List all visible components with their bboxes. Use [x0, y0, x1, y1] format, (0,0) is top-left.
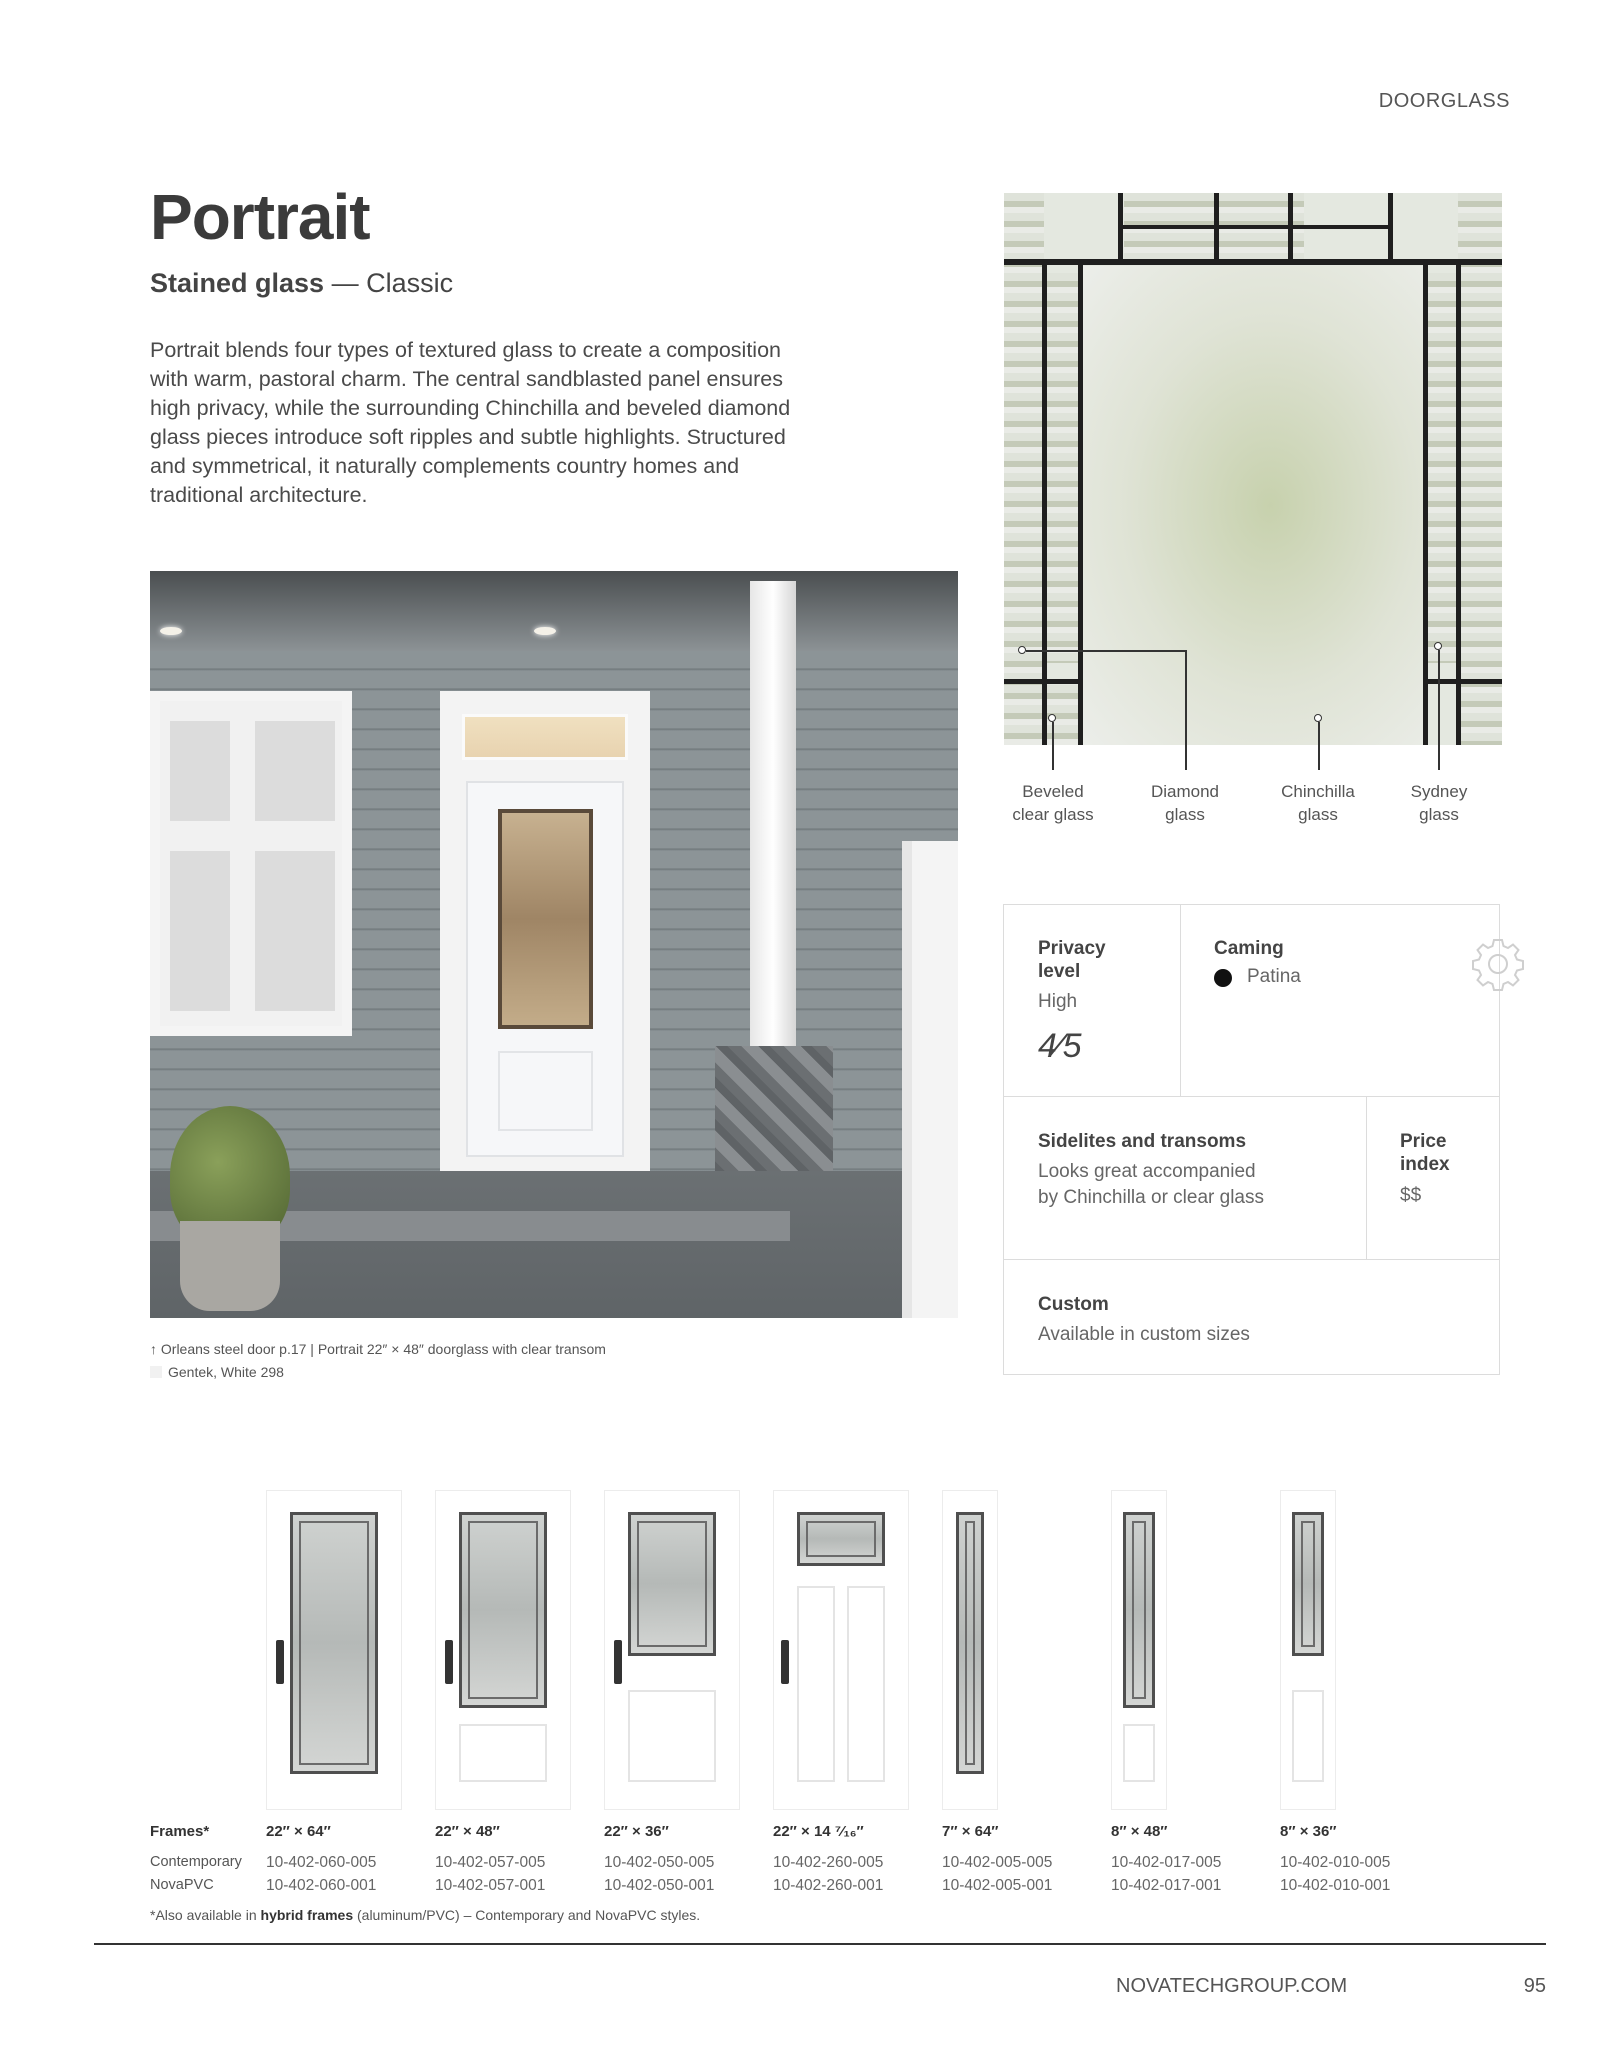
sidelites-line: Looks great accompanied [1038, 1161, 1256, 1182]
code-novapvc: 10-402-057-001 [435, 1877, 546, 1894]
size-label: 22″ × 64″ [266, 1823, 331, 1840]
door-thumbnail-22x64 [266, 1490, 402, 1810]
row-label-novapvc: NovaPVC [150, 1877, 214, 1893]
divider [1004, 1096, 1499, 1097]
frames-footnote [150, 1907, 700, 1923]
custom-value: Available in custom sizes [1038, 1324, 1250, 1345]
footer-rule [94, 1943, 1546, 1945]
door-lite [290, 1512, 378, 1774]
product-title: Portrait [150, 181, 370, 253]
chinchilla-strip [1426, 273, 1456, 663]
arrow-up-icon: ↑ [150, 1341, 157, 1357]
door-handle-icon [614, 1640, 622, 1684]
gear-icon [1470, 936, 1526, 992]
code-contemporary: 10-402-017-005 [1111, 1854, 1222, 1871]
sidelite-lite [1123, 1512, 1155, 1708]
size-label: 22″ × 36″ [604, 1823, 669, 1840]
sidelite-panel [1292, 1690, 1324, 1782]
door-panel [628, 1690, 716, 1782]
row-label-contemporary: Contemporary [150, 1854, 242, 1870]
door-lite [459, 1512, 547, 1708]
sidelite-lite [956, 1512, 984, 1774]
ceiling-light [534, 627, 556, 635]
sidelite-thumbnail-8x48 [1111, 1490, 1167, 1810]
garage-edge [902, 841, 958, 1318]
code-contemporary: 10-402-050-005 [604, 1854, 715, 1871]
code-novapvc: 10-402-060-001 [266, 1877, 377, 1894]
code-contemporary: 10-402-057-005 [435, 1854, 546, 1871]
chinchilla-strip [1046, 273, 1080, 663]
caming-value: Patina [1247, 966, 1301, 987]
plant-pot [180, 1221, 280, 1311]
caming-lead [1423, 679, 1502, 684]
door-handle-icon [445, 1640, 453, 1684]
color-name: Gentek, White 298 [168, 1364, 284, 1380]
callout-dot [1018, 646, 1026, 654]
door-thumbnail-22x48 [435, 1490, 571, 1810]
code-novapvc: 10-402-010-001 [1280, 1877, 1391, 1894]
glass-closeup [1004, 193, 1502, 745]
privacy-heading-line: level [1038, 961, 1081, 982]
caming-lead [1118, 225, 1393, 229]
sidelite-thumbnail-8x36 [1280, 1490, 1336, 1810]
door-lite [797, 1512, 885, 1566]
page-number: 95 [1523, 1975, 1546, 1997]
price-value: $$ [1400, 1185, 1422, 1206]
price-heading-line: Price [1400, 1131, 1447, 1152]
caming-lead [1423, 259, 1428, 745]
section-tag: DOORGLASS [1378, 90, 1510, 112]
sidelites-line: by Chinchilla or clear glass [1038, 1187, 1264, 1208]
caming-color-swatch [1214, 969, 1232, 987]
sidelite-panel [1123, 1724, 1155, 1782]
side-glass [1458, 193, 1502, 745]
size-label: 22″ × 48″ [435, 1823, 500, 1840]
glass-label-line: Chinchilla [1281, 782, 1355, 801]
porch-photo [150, 571, 958, 1318]
size-label: 7″ × 64″ [942, 1823, 999, 1840]
glass-label-sydney [1379, 780, 1499, 826]
porch-column [750, 581, 796, 1061]
glass-label-line: clear glass [1012, 805, 1094, 824]
sidelite-lite [1292, 1512, 1324, 1656]
code-novapvc: 10-402-005-001 [942, 1877, 1053, 1894]
divider [1004, 1259, 1499, 1260]
glass-label-line: Diamond [1150, 782, 1220, 801]
code-novapvc: 10-402-017-001 [1111, 1877, 1222, 1894]
glass-label-line: glass [1419, 805, 1459, 824]
callout-dot [1434, 642, 1442, 650]
window-pane [255, 851, 335, 1011]
door-panel [797, 1586, 835, 1782]
product-description: Portrait blends four types of textured glass to create a composition with warm, pastoral charm. The central sandblasted panel ensures high privacy, while the surrounding Chinchilla and beveled diamond glass pieces introduce soft ripples and subtle highlights. Structured and symmetrical, it naturally complements country homes and traditional architecture. [150, 338, 791, 507]
glass-label-line: glass [1298, 805, 1338, 824]
color-swatch-icon [150, 1366, 162, 1378]
glass-label-line: Sydney [1410, 782, 1468, 801]
code-contemporary: 10-402-060-005 [266, 1854, 377, 1871]
callout-line [1438, 650, 1440, 770]
price-heading [1400, 1130, 1450, 1176]
door-handle-icon [781, 1640, 789, 1684]
callout-line [1026, 650, 1186, 652]
frames-header: Frames* [150, 1823, 210, 1840]
sidelites-heading: Sidelites and transoms [1038, 1131, 1247, 1152]
code-contemporary: 10-402-005-005 [942, 1854, 1053, 1871]
privacy-heading [1038, 937, 1106, 983]
glass-label-diamond [1125, 780, 1245, 826]
footnote-text: (aluminum/PVC) – Contemporary and NovaPVC styles. [353, 1907, 701, 1923]
photo-caption [150, 1341, 606, 1357]
privacy-heading-line: Privacy [1038, 938, 1106, 959]
door-thumbnail-22x14 [773, 1490, 909, 1810]
sandblasted-panel [1083, 266, 1423, 745]
spec-table [1003, 904, 1500, 1375]
product-category: Stained glass [150, 268, 325, 298]
footnote-text: *Also available in [150, 1907, 261, 1923]
caming-lead [1456, 259, 1461, 745]
privacy-score: 4⁄5 [1038, 1027, 1082, 1065]
caming-lead [1004, 679, 1083, 684]
size-label: 22″ × 14 ⁷⁄₁₆″ [773, 1823, 864, 1840]
window-pane [170, 851, 230, 1011]
color-caption [150, 1364, 284, 1380]
caption-text: Orleans steel door p.17 | Portrait 22″ × 48″ doorglass with clear transom [160, 1341, 606, 1357]
door-thumbnail-22x36 [604, 1490, 740, 1810]
door-handle-icon [276, 1640, 284, 1684]
caming-lead [1078, 259, 1083, 745]
door-transom [462, 714, 628, 760]
window-pane [170, 721, 230, 821]
code-novapvc: 10-402-050-001 [604, 1877, 715, 1894]
window-pane [255, 721, 335, 821]
door-panel [459, 1724, 547, 1782]
porch-window [150, 691, 352, 1036]
footnote-bold: hybrid frames [260, 1907, 354, 1923]
custom-heading: Custom [1038, 1294, 1109, 1315]
sidelites-value [1038, 1159, 1264, 1211]
ceiling-light [160, 627, 182, 635]
porch-ceiling [150, 571, 958, 651]
glass-label-chinchilla [1258, 780, 1378, 826]
glass-label-line: glass [1165, 805, 1205, 824]
code-contemporary: 10-402-010-005 [1280, 1854, 1391, 1871]
callout-dot [1314, 714, 1322, 722]
size-label: 8″ × 36″ [1280, 1823, 1337, 1840]
website-link[interactable]: NOVATECHGROUP.COM [1116, 1975, 1348, 1997]
code-contemporary: 10-402-260-005 [773, 1854, 884, 1871]
callout-line [1185, 650, 1187, 770]
code-novapvc: 10-402-260-001 [773, 1877, 884, 1894]
callout-dot [1048, 714, 1056, 722]
divider [1366, 1096, 1367, 1259]
glass-label-beveled [993, 780, 1113, 826]
door-glass [498, 809, 593, 1029]
callout-line [1318, 722, 1320, 770]
door-panel [847, 1586, 885, 1782]
front-door [466, 781, 624, 1157]
privacy-value: High [1038, 991, 1078, 1012]
price-heading-line: index [1400, 1154, 1450, 1175]
sidelite-thumbnail-7x64 [942, 1490, 998, 1810]
caming-heading: Caming [1214, 938, 1284, 959]
door-panel [498, 1051, 593, 1131]
caming-lead [1042, 259, 1047, 745]
door-lite [628, 1512, 716, 1656]
divider [1180, 905, 1181, 1096]
glass-label-line: Beveled [1022, 782, 1084, 801]
product-style: — Classic [331, 268, 454, 298]
product-subtitle [150, 268, 453, 299]
callout-line [1052, 722, 1054, 770]
side-glass [1004, 193, 1044, 745]
size-label: 8″ × 48″ [1111, 1823, 1168, 1840]
